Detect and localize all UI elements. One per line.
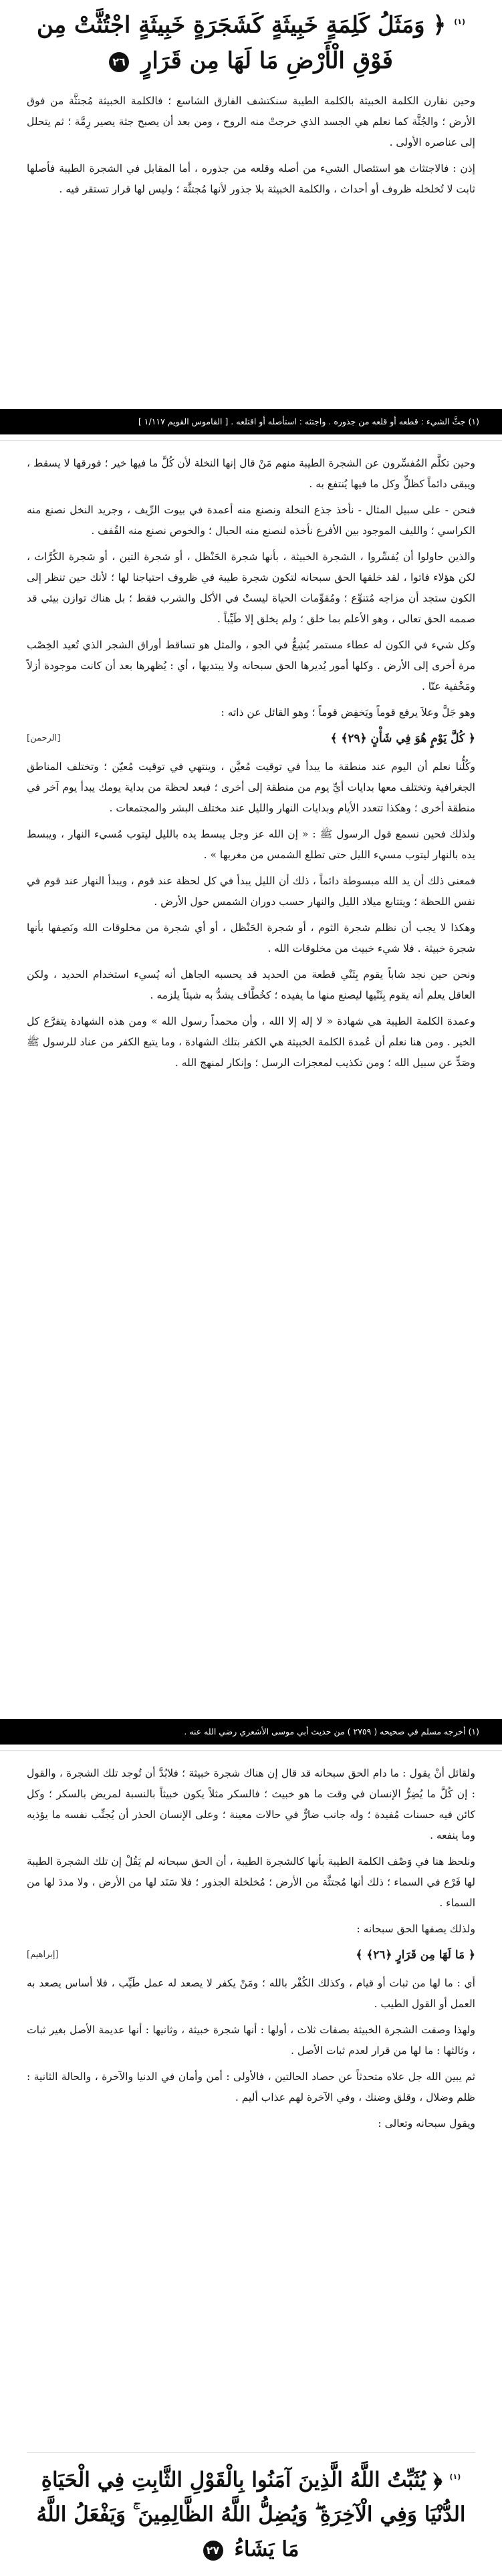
footnote: (١) أخرجه مسلم في صحيحه ( ٢٧٥٩ ) من حديث أبي موسى الأشعري رضي الله عنه . [0, 1719, 502, 1745]
verse-footnote-mark: (١) [454, 17, 465, 26]
verse-footer-text: ﴿ يُثَبِّتُ اللَّهُ الَّذِينَ آمَنُوا بِالْقَوْلِ الثَّابِتِ فِي الْحَيَاةِ الدُّنْيَا وَفِي الْآخِرَةِ ۖ وَيُضِلُّ اللَّهُ الظَّالِمِينَ ۚ وَيَفْعَلُ اللَّهُ مَا يَشَاءُ [36, 2468, 466, 2561]
paragraph: ونلحظ هنا في وَصْف الكلمة الطيبة بأنها كالشجرة الطيبة ، أن الحق سبحانه لم يَقُلْ إن تلك الشجرة الطيبة لها فَرْع في السماء ؛ ذلك أنها مُجتثَّة من الأرض ؛ مُخلخلة الجذور ؛ فلا سَنَد لها من الأرض ، ولا مددَ لها من السماء . [27, 1855, 475, 1909]
paragraph: إذن : فالاجتثاث هو استئصال الشيء من أصله وقلعه من جذوره ، أما المقابل في الشجرة الطيبة فأصلها ثابت لا تُخلخله ظروف أو أحداث ، والكلمة الخبيثة بلا جذور لأنها مُجتثَّة ؛ وليس لها قرار تستقر فيه . [27, 162, 475, 196]
paragraph: ولقائل أنْ يقول : ما دام الحق سبحانه قد قال إن هناك شجرة خبيثة ؛ فلابُدَّ أن تُوجد تلك الشجرة ، والقول : إن كُلَّ ما يُضِرُّ الإنسان في وقت ما هو خبيث ؛ فالسكر مثلاً يكون خبيثاً بالنسبة لمريض بالسكر ؛ وكل كائن فيه حسنات مُفيدة ؛ وله جانب ضارٌّ في حالات معينة ؛ وعلى الإنسان الحذر أن يُجنِّب نفسه ما يؤذيه وما ينفعه . [27, 1767, 475, 1841]
page-2 [0, 441, 502, 1751]
paragraph: والذين حاولوا أن يُفسِّروا ، الشجرة الخبيثة ، بأنها شجرة الحَنْظل ، أو شجرة التين ، أو شجرة الكُرَّاث ، لكن هؤلاء فاتوا ، لقد خلقها الحق سبحانه لتكون شجرة طيبة في ظروف احتياجنا لها ؛ لأنك حين تنظر إلى الكون ستجد أن مزاجه مُتنوِّع ؛ ومُقوِّمات الحياة ليستْ في الأكل والشرب فقط ؛ بل هناك توازن بيئي قد صممه الحق تعالى ، وهو الأعلم بما خلق ؛ ولم يخلق إلا طَيِّباً . [27, 551, 475, 625]
paragraph: ولذلك يصفها الحق سبحانه : [356, 1923, 475, 1935]
page-3 [0, 1751, 502, 2576]
verse-header [27, 0, 475, 79]
verse-number-badge: ٢٦ [109, 52, 129, 72]
citation-quote: ﴿ مَا لَهَا مِن قَرَارٍ ﴿٢٦﴾ ﴾ [356, 1948, 475, 1962]
paragraph: فمعنى ذلك أن يد الله مبسوطة دائماً ، ذلك أن الليل يبدأ في كل لحظة عند قوم ، ويبدأ النهار عند قوم في نفس اللحظة ؛ ويتتابع ميلاد الليل والنهار حسب دوران الشمس حول الأرض . [27, 875, 475, 908]
page-1 [0, 0, 502, 441]
paragraph: ونحن حين نجد شاباً يقوم بِثَنْي قطعة من الحديد قد يحسبه الجاهل أنه يُسيء استخدام الحديد ، ولكن العاقل يعلم أنه يقوم بِثَنْيها ليصنع منها ما يفيده ؛ كخُطَّاف يشدُّ به شيئاً يلزمه . [27, 969, 475, 1001]
paragraph: أي : ما لها من ثبات أو قيام ، وكذلك الكُفْر بالله ؛ ومَنْ يكفر لا يصعد له عمل طَيِّب ، فلا أساس يصعد به العمل أو القول الطيب . [27, 1977, 475, 2010]
footnote: (١) جثَّ الشيء : قطعه أو قلعه من جذوره . واجتثه : استأصله أو اقتلعه . [ القاموس القويم ١/١١٧ ] [0, 409, 502, 434]
verse-footer [27, 2452, 475, 2567]
quran-citation [27, 1944, 475, 1966]
quran-citation [27, 727, 475, 750]
paragraph: ويقول سبحانه وتعالى : [378, 2117, 475, 2130]
verse-footer-footnote-mark: (١) [449, 2472, 461, 2481]
paragraph: وحين نقارن الكلمة الخبيثة بالكلمة الطيبة سنكتشف الفارق الشاسع ؛ فالكلمة الخبيثة مُجتثَّة من فوق الأرض ؛ والجُثَّة كما نعلم هي الجسد الذي خرجتْ منه الروح ، ومن بعد أن يصبح جثة يصير رِمَّة ؛ ثم يتحلل إلى عناصره الأولى . [27, 95, 475, 149]
paragraph: وكل شيء في الكون له عطاء مستمر يُشِعُّ في الجو ، والمثل هو تساقط أوراق الشجر الذي تُعيد الخِصْب مرة أخرى إلى الأرض . وكلها أمور يُديرها الحق سبحانه ولا يبتديها ، أي : يُظهرها بعد أن كانت موجودة أزلاً ومَخْفية عنّا . [27, 639, 475, 692]
paragraph: ولهذا وصفت الشجرة الخبيثة بصفات ثلاث ، أولها : أنها شجرة خبيثة ، وثانيها : أنها عديمة الأصل بغير ثبات ، وثالثها : ما لها من قرار لعدم ثبات الأصل . [27, 2024, 475, 2057]
citation-surah: [إبراهيم] [27, 1950, 59, 1960]
paragraph: وحين تكلَّم المُفسِّرون عن الشجرة الطيبة منهم مَنْ قال إنها النخلة لأن كُلَّ ما فيها خير ؛ فورقها لا يسقط ، ويبقى دائماً كظلٍّ وكل ما فيها يُنتفع به . [27, 457, 475, 490]
verse-footer-number-badge: ٢٧ [203, 2541, 223, 2561]
paragraph: وهو جَلَّ وعلاَ يرفع قوماً ويَخفِض قوماً ؛ وهو القائل عن ذاته : [221, 706, 475, 719]
paragraph: ولذلك فحين نسمع قول الرسول ﷺ : « إن الله عز وجل يبسط يده بالليل ليتوب مُسيء النهار ، ويبسط يده بالنهار ليتوب مسيء الليل حتى تطلع الشمس من مغربها » . [27, 828, 475, 861]
verse-text: ﴿ وَمَثَلُ كَلِمَةٍ خَبِيثَةٍ كَشَجَرَةٍ خَبِيثَةٍ اجْتُثَّتْ مِن فَوْقِ الْأَرْضِ مَا لَهَا مِن قَرَارٍ [37, 11, 447, 75]
paragraph: وكُلُّنا نعلم أن اليوم عند منطقة ما يبدأ في توقيت مُعيَّن ، وينتهي في توقيت مُعيّن ؛ وتختلف المناطق الجغرافية وتختلف معها بدايات أيِّ يوم من منطقة إلى أخرى ؛ فبعد لحظة من بداية يومك يبدأ يوم آخر في منطقة أخرى ؛ وهكذا تتعدد الأيام وبدايات النهار والليل عند مختلف البشر والمجتمعات . [27, 761, 475, 814]
paragraph: وعمدة الكلمة الطيبة هي شهادة « لا إله إلا الله ، وأن محمداً رسول الله » ومن هذه الشهادة يتفرَّع كل الخير . ومن هنا نعلم أن عُمدة الكلمة الخبيثة هي الكفر بتلك الشهادة ، وما يتبع الكفر من عناد للرسول ﷺ وصَدٍّ عن سبيل الله ؛ ومن تكذيب لمعجزات الرسل ؛ وإنكار لمنهج الله . [27, 1015, 475, 1069]
paragraph: وهكذا لا يجب أن نظلم شجرة الثوم ، أو شجرة الحَنْظل ، أو أي شجرة من مخلوقات الله ونَصِفها بأنها شجرة خبيثة . فلا شيء خبيث من مخلوقات الله . [27, 922, 475, 954]
paragraph: ثم يبين الله جل علاه متحدثاً عن حصاد الحالتين ، فالأولى : أمن وأمان في الدنيا والآخرة ، والحالة الثانية : ظلم وضلال ، وقلق وضنك ، وفي الآخرة لهم عذاب أليم . [27, 2071, 475, 2103]
paragraph: فنحن - على سبيل المثال - نأخذ جذع النخلة ونصنع منه أعمدة في بيوت الرِّيف ، وجريد النخل نصنع منه الكراسي ؛ والليف الموجود بين الأفرع نأخذه لنصنع منه الحبال ؛ والخوص نصنع منه القُفف . [27, 504, 475, 537]
citation-quote: ﴿ كُلَّ يَوْمٍ هُوَ فِي شَأْنٍ ﴿٢٩﴾ ﴾ [330, 732, 475, 745]
citation-surah: [الرحمن] [27, 733, 61, 743]
